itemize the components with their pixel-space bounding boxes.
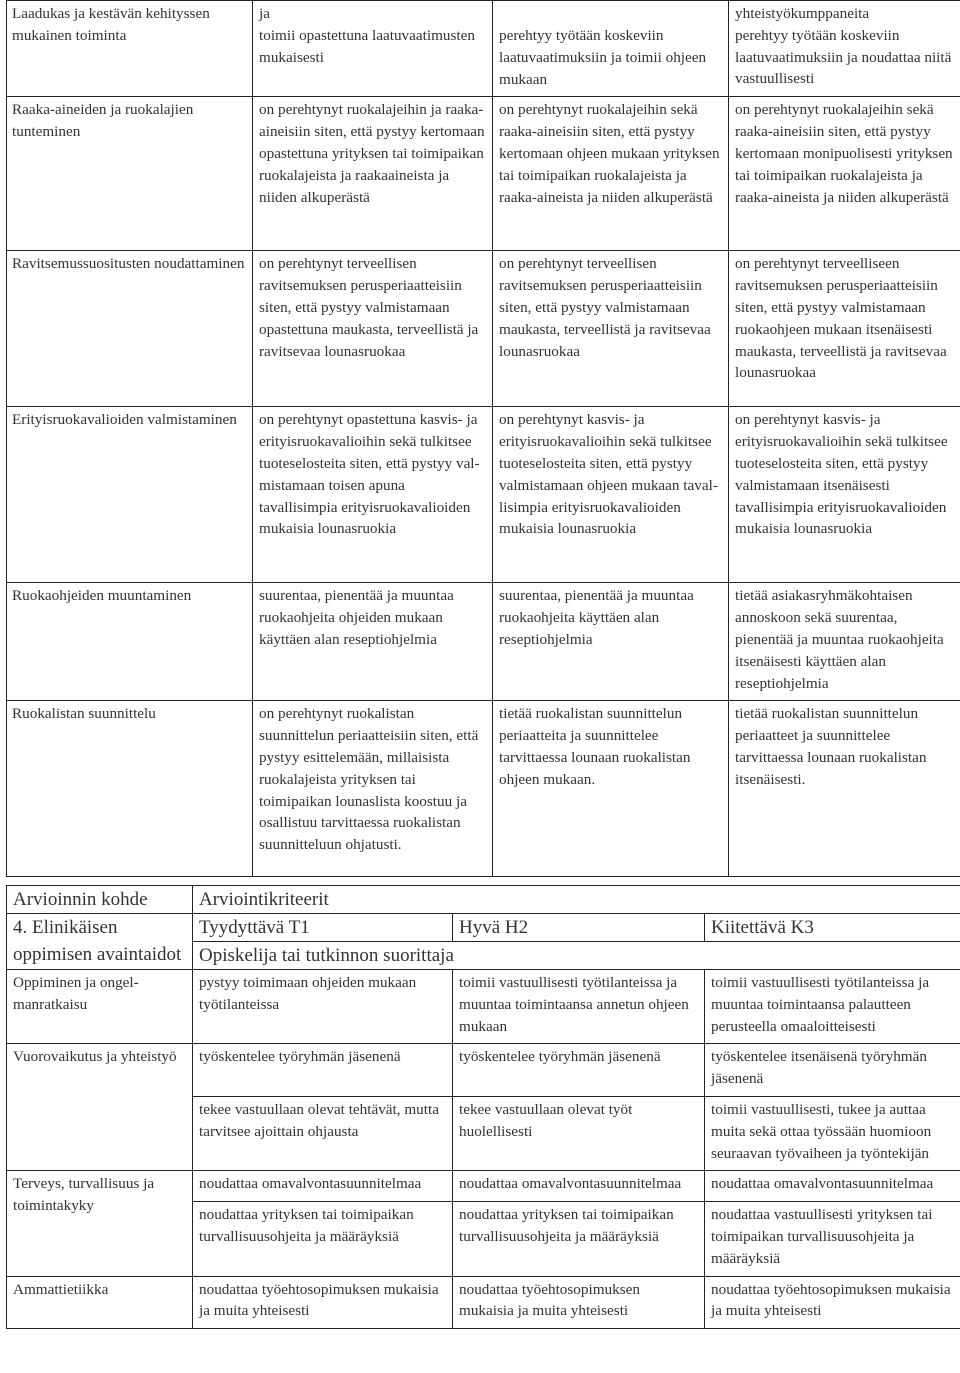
- criteria-header: Arviointikriteerit: [193, 886, 960, 914]
- h2-cell: tekee vastuullaan olevat työt huolellisesti: [453, 1096, 705, 1170]
- h2-cell: on perehtynyt kasvis- ja erityisruokavalioihin sekä tulkitsee tuoteselosteita siten, että pystyy valmistamaan ohjeen mukaan tavallisimpia erityisruokavalioiden mukaisia lounasruokia: [493, 407, 729, 583]
- table-row: [7, 1, 960, 97]
- t1-cell: noudattaa työehtosopimuksen mukaisia ja muita yhteisesti: [193, 1276, 453, 1329]
- k3-cell: noudattaa työehtosopimuksen mukaisia ja muita yhteisesti: [705, 1276, 960, 1329]
- table-row: [7, 97, 960, 251]
- key-competences-table: [6, 885, 960, 1329]
- topic-cell: Oppiminen ja ongelmanratkaisu: [7, 970, 193, 1044]
- header-row: [7, 886, 960, 914]
- h2-cell: noudattaa yrityksen tai toimipaikan turvallisuusohjeita ja määräyksiä: [453, 1202, 705, 1276]
- topic-cell: Raaka-aineiden ja ruokalajien tunteminen: [7, 97, 253, 251]
- t1-cell: noudattaa yrityksen tai toimipaikan turvallisuusohjeita ja määräyksiä: [193, 1202, 453, 1276]
- h2-cell: on perehtynyt terveellisen ravitsemuksen perusperiaatteisiin siten, että pystyy valmistamaan maukasta, terveellistä ja ravitsevaa lounasruokaa: [493, 251, 729, 407]
- topic-cell: Laadukas ja kestävän kehityssen mukainen toiminta: [7, 1, 253, 97]
- k3-cell: noudattaa vastuullisesti yrityksen tai toimipaikan turvallisuusohjeita ja määräyksiä: [705, 1202, 960, 1276]
- module-title: 4. Elinikäisen oppimisen avaintaidot: [7, 914, 193, 970]
- h2-cell: on perehtynyt ruokalajeihin sekä raaka-aineisiin siten, että pystyy kertomaan ohjeen mukaan yrityksen tai toimipaikan ruokalajeista ja raaka-aineista ja niiden alkuperästä: [493, 97, 729, 251]
- subject-header: Opiskelija tai tutkinnon suorittaja: [193, 942, 960, 970]
- topic-cell: Ravitsemussuositusten noudattaminen: [7, 251, 253, 407]
- target-header: Arvioinnin kohde: [7, 886, 193, 914]
- k3-cell: tietää asiakasryhmäkohtaisen annoskoon sekä suurentaa, pienentää ja muuntaa ruokaohjeita itsenäisesti käyttäen alan reseptiohjelmia: [729, 583, 960, 701]
- t1-cell: noudattaa omavalvontasuunnitelmaa: [193, 1171, 453, 1202]
- table-row: [7, 1276, 960, 1329]
- k3-cell: on perehtynyt ruokalajeihin sekä raaka-aineisiin siten, että pystyy kertomaan monipuolisesti yrityksen tai toimipaikan ruokalajeista ja raaka-aineista ja niiden alkuperästä: [729, 97, 960, 251]
- k3-cell: toimii vastuullisesti työtilanteissa ja muuntaa toimintaansa palautteen perusteella omaaloitteisesti: [705, 970, 960, 1044]
- table-row: [7, 1171, 960, 1202]
- topic-cell: Erityisruokavalioiden valmistaminen: [7, 407, 253, 583]
- h2-cell: suurentaa, pienentää ja muuntaa ruokaohjeita käyttäen alan reseptiohjelmia: [493, 583, 729, 701]
- topic-cell: Ammattietiikka: [7, 1276, 193, 1329]
- t1-cell: pystyy toimimaan ohjeiden mukaan työtilanteissa: [193, 970, 453, 1044]
- k3-cell: työskentelee itsenäisenä työryhmän jäsenenä: [705, 1044, 960, 1097]
- table-row: [7, 251, 960, 407]
- t1-cell: on perehtynyt terveellisen ravitsemuksen perusperiaatteisiin siten, että pystyy valmistamaan opastettuna maukasta, terveellistä ja ravitsevaa lounasruokaa: [253, 251, 493, 407]
- topic-cell: Vuorovaikutus ja yhteistyö: [7, 1044, 193, 1171]
- upper-criteria-table: [6, 0, 960, 877]
- k3-cell: on perehtynyt kasvis- ja erityisruokavalioihin sekä tulkitsee tuoteselosteita siten, että pystyy valmistamaan itsenäisesti tavallisimpia erityisruokavalioiden mukaisia lounasruokia: [729, 407, 960, 583]
- topic-cell: Ruokalistan suunnittelu: [7, 701, 253, 877]
- table-row: [7, 583, 960, 701]
- topic-cell: Terveys, turvallisuus ja toimintakyky: [7, 1171, 193, 1276]
- k3-cell: yhteistyökumppaneita perehtyy työtään koskeviin laatuvaatimuksiin ja noudattaa niitä vastuullisesti: [729, 1, 960, 97]
- h2-cell: noudattaa omavalvontasuunnitelmaa: [453, 1171, 705, 1202]
- t1-cell: suurentaa, pienentää ja muuntaa ruokaohjeita ohjeiden mukaan käyttäen alan reseptiohjelmia: [253, 583, 493, 701]
- h2-cell: työskentelee työryhmän jäsenenä: [453, 1044, 705, 1097]
- h2-cell: perehtyy työtään koskeviin laatuvaatimuksiin ja toimii ohjeen mukaan: [493, 1, 729, 97]
- h2-cell: noudattaa työehtosopimuksen mukaisia ja muita yhteisesti: [453, 1276, 705, 1329]
- level-t1-header: Tyydyttävä T1: [193, 914, 453, 942]
- table-row: [7, 701, 960, 877]
- header-row: [7, 914, 960, 942]
- t1-cell: tekee vastuullaan olevat tehtävät, mutta tarvitsee ajoittain ohjausta: [193, 1096, 453, 1170]
- k3-cell: on perehtynyt terveelliseen ravitsemuksen perusperiaatteisiin siten, että pystyy valmistamaan ruokaohjeen mukaan itsenäisesti maukasta, terveellistä ja ravitsevaa lounasruokaa: [729, 251, 960, 407]
- table-row: [7, 407, 960, 583]
- topic-cell: Ruokaohjeiden muuntaminen: [7, 583, 253, 701]
- level-k3-header: Kiitettävä K3: [705, 914, 960, 942]
- t1-cell: on perehtynyt ruokalistan suunnittelun periaatteisiin siten, että pystyy esittelemään, millaisista ruokalajeista yrityksen tai toimipaikan lounaslista koostuu ja osallistuu tarvittaessa ruokalistan suunnitteluun ohjatusti.: [253, 701, 493, 877]
- t1-cell: ja toimii opastettuna laatuvaatimusten mukaisesti: [253, 1, 493, 97]
- h2-cell: toimii vastuullisesti työtilanteissa ja muuntaa toimintaansa annetun ohjeen mukaan: [453, 970, 705, 1044]
- table-row: [7, 1044, 960, 1097]
- h2-cell: tietää ruokalistan suunnittelun periaatteita ja suunnittelee tarvittaessa lounaan ruokalistan ohjeen mukaan.: [493, 701, 729, 877]
- level-h2-header: Hyvä H2: [453, 914, 705, 942]
- t1-cell: on perehtynyt opastettuna kasvis- ja erityisruokavalioihin sekä tulkitsee tuoteselosteita siten, että pystyy valmistamaan toisen apuna tavallisimpia erityisruokavalioiden mukaisia lounasruokia: [253, 407, 493, 583]
- k3-cell: tietää ruokalistan suunnittelun periaatteet ja suunnittelee tarvittaessa lounaan ruokalistan itsenäisesti.: [729, 701, 960, 877]
- table-row: [7, 970, 960, 1044]
- t1-cell: työskentelee työryhmän jäsenenä: [193, 1044, 453, 1097]
- t1-cell: on perehtynyt ruokalajeihin ja raaka-aineisiin siten, että pystyy kertomaan opastettuna yrityksen tai toimipaikan ruokalajeista ja raakaaineista ja niiden alkuperästä: [253, 97, 493, 251]
- k3-cell: toimii vastuullisesti, tukee ja auttaa muita sekä ottaa työssään huomioon seuraavan työvaiheen ja työntekijän: [705, 1096, 960, 1170]
- k3-cell: noudattaa omavalvontasuunnitelmaa: [705, 1171, 960, 1202]
